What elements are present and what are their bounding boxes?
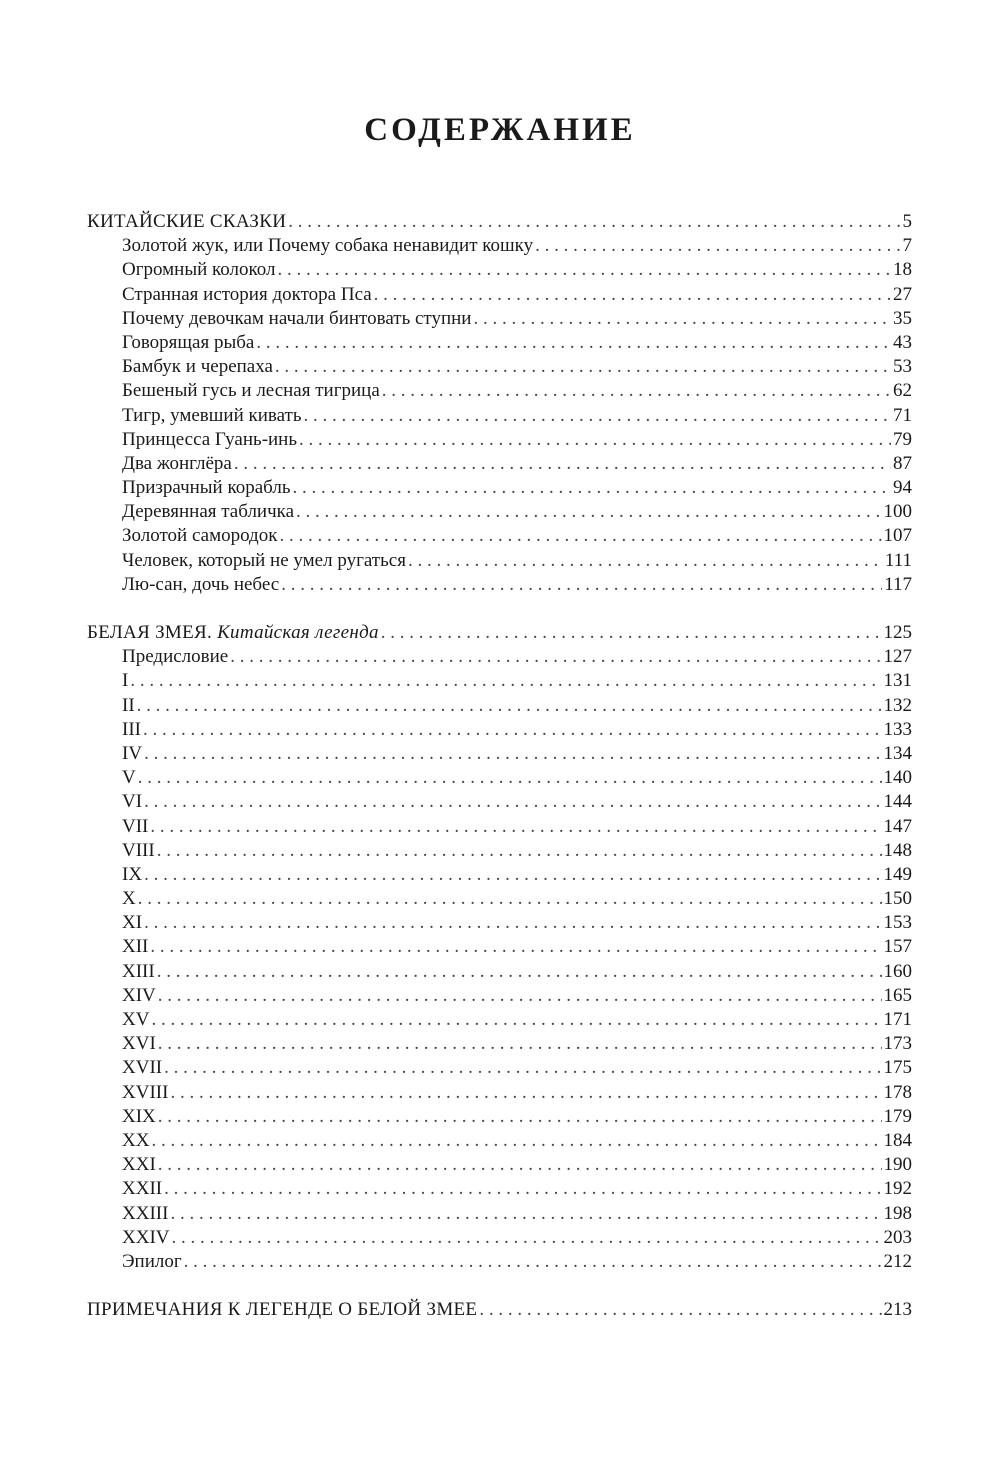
dot-leader [288, 210, 900, 234]
dot-leader [157, 960, 882, 984]
toc-section-subtitle: Китайская легенда [217, 622, 379, 643]
toc-entry-label: XX [122, 1129, 150, 1151]
toc-page-number: 71 [893, 404, 912, 426]
toc-section-title: ПРИМЕЧАНИЯ К ЛЕГЕНДЕ О БЕЛОЙ ЗМЕЕ [87, 1299, 478, 1321]
dot-leader [479, 1298, 881, 1322]
toc-page-number: 212 [883, 1250, 912, 1272]
toc-page-number: 213 [883, 1299, 912, 1321]
toc-entry[interactable] [87, 984, 912, 1008]
toc-entry-label: Два жонглёра [122, 452, 232, 474]
toc-entry-label: XXIII [122, 1202, 169, 1224]
toc-section-label [87, 210, 286, 234]
toc-page-number: 165 [883, 984, 912, 1006]
toc-page-number: 173 [883, 1033, 912, 1055]
toc-page-number: 131 [883, 670, 912, 692]
toc-entry[interactable] [87, 1032, 912, 1056]
dot-leader [158, 984, 882, 1008]
dot-leader [158, 1032, 882, 1056]
toc-entry-label: IX [122, 863, 143, 885]
toc-entry-label: XII [122, 936, 149, 958]
dot-leader [473, 307, 891, 331]
toc-section [87, 1298, 912, 1322]
toc-entry-label: XXIV [122, 1226, 170, 1248]
dot-leader [278, 258, 891, 282]
toc-page-number: 53 [893, 356, 912, 378]
toc-page-number: 175 [883, 1057, 912, 1079]
toc-entry[interactable] [87, 1226, 912, 1250]
dot-leader [130, 669, 881, 693]
toc-entry[interactable] [87, 307, 912, 331]
toc-page-number: 149 [883, 863, 912, 885]
toc-section-heading[interactable] [87, 210, 912, 234]
toc-entry-label: Огромный колокол [122, 259, 276, 281]
dot-leader [184, 1250, 882, 1274]
toc-entry-label: XVIII [122, 1081, 169, 1103]
toc-page-number: 148 [883, 839, 912, 861]
page-title: СОДЕРЖАНИЕ [364, 112, 636, 148]
toc-page-number: 133 [883, 718, 912, 740]
toc-entry[interactable] [87, 1008, 912, 1032]
toc-entry-label: VIII [122, 839, 155, 861]
toc-entry[interactable] [87, 1250, 912, 1274]
dot-leader [137, 694, 882, 718]
toc-entry-label: Деревянная табличка [122, 501, 295, 523]
toc-entry[interactable] [87, 379, 912, 403]
toc-entry[interactable] [87, 839, 912, 863]
dot-leader [158, 1153, 882, 1177]
dot-leader [281, 573, 882, 597]
toc-entry-label: Золотой самородок [122, 525, 278, 547]
dot-leader [172, 1226, 882, 1250]
toc-page-number: 111 [884, 549, 912, 571]
toc-entry[interactable] [87, 1153, 912, 1177]
toc-entry-label: Призрачный корабль [122, 477, 291, 499]
toc-page-number: 140 [883, 767, 912, 789]
toc-page-number: 107 [883, 525, 912, 547]
toc-entry-label: Говорящая рыба [122, 331, 255, 353]
toc-entry[interactable] [87, 404, 912, 428]
toc-page-number: 147 [883, 815, 912, 837]
dot-leader [374, 283, 891, 307]
toc-entry[interactable] [87, 766, 912, 790]
toc-entry-label: XVII [122, 1057, 163, 1079]
toc-section [87, 621, 912, 1274]
dot-leader [144, 863, 881, 887]
dot-leader [164, 1056, 881, 1080]
toc-page-number: 100 [883, 501, 912, 523]
toc-entry[interactable] [87, 452, 912, 476]
dot-leader [170, 1202, 881, 1226]
toc-entry[interactable] [87, 1177, 912, 1201]
toc-entry-label: VII [122, 815, 149, 837]
dot-leader [408, 549, 883, 573]
toc-entry-label: Лю-сан, дочь небес [122, 573, 280, 595]
toc-entry[interactable] [87, 476, 912, 500]
toc-page-number: 127 [883, 646, 912, 668]
toc-page-number: 5 [902, 211, 912, 232]
toc-page-number: 94 [893, 477, 912, 499]
toc-entry[interactable] [87, 645, 912, 669]
toc-entry[interactable] [87, 1202, 912, 1226]
toc-entry-label: Предисловие [122, 646, 229, 668]
toc-entry[interactable] [87, 1056, 912, 1080]
toc-entry[interactable] [87, 428, 912, 452]
dot-leader [381, 621, 882, 645]
dot-leader [158, 1105, 882, 1129]
toc-entry[interactable] [87, 1105, 912, 1129]
toc-page-number: 144 [883, 791, 912, 813]
toc-page-number: 18 [893, 259, 912, 281]
dot-leader [293, 476, 891, 500]
table-of-contents [87, 210, 912, 1346]
dot-leader [157, 839, 882, 863]
toc-entry-label: XXII [122, 1178, 163, 1200]
dot-leader [138, 766, 882, 790]
toc-entry-label: XIV [122, 984, 156, 1006]
toc-entry-label: III [122, 718, 141, 740]
toc-entry[interactable] [87, 524, 912, 548]
toc-page-number: 171 [883, 1009, 912, 1030]
toc-entry-label: II [122, 694, 135, 716]
toc-entry-label: Бамбук и черепаха [122, 356, 273, 378]
toc-page-number: 179 [883, 1105, 912, 1127]
dot-leader [230, 645, 881, 669]
dot-leader [256, 331, 891, 355]
dot-leader [150, 935, 881, 959]
toc-entry-label: XI [122, 912, 143, 934]
toc-entry[interactable] [87, 500, 912, 524]
dot-leader [144, 790, 881, 814]
dot-leader [296, 500, 881, 524]
dot-leader [151, 1008, 881, 1032]
toc-section-heading[interactable] [87, 1298, 912, 1322]
toc-entry[interactable] [87, 283, 912, 307]
toc-page-number: 87 [893, 452, 912, 474]
toc-entry[interactable] [87, 887, 912, 911]
toc-page-number: 117 [884, 573, 912, 595]
toc-entry[interactable] [87, 669, 912, 693]
toc-page-number: 190 [883, 1154, 912, 1176]
toc-entry-label: VI [122, 791, 143, 813]
toc-section [87, 210, 912, 597]
toc-entry-label: Человек, который не умел ругаться [122, 549, 406, 571]
toc-entry-label: X [122, 888, 136, 910]
toc-entry-label: V [122, 767, 136, 789]
toc-entry[interactable] [87, 863, 912, 887]
dot-leader [275, 355, 891, 379]
toc-entry-label: Бешеный гусь и лесная тигрица [122, 380, 380, 402]
toc-page-number: 35 [893, 307, 912, 329]
dot-leader [138, 887, 882, 911]
toc-entry-label: Тигр, умевший кивать [122, 404, 302, 426]
toc-page-number: 43 [893, 331, 912, 353]
dot-leader [279, 524, 881, 548]
toc-page-number: 157 [883, 936, 912, 958]
toc-entry[interactable] [87, 742, 912, 766]
toc-page-number: 62 [893, 380, 912, 402]
dot-leader [304, 404, 891, 428]
toc-entry-label: Почему девочкам начали бинтовать ступни [122, 307, 472, 329]
toc-entry[interactable] [87, 355, 912, 379]
dot-leader [150, 815, 881, 839]
toc-entry-label: XXI [122, 1154, 156, 1176]
dot-leader [535, 234, 900, 258]
toc-entry[interactable] [87, 1129, 912, 1153]
toc-page-number: 184 [883, 1129, 912, 1151]
toc-page-number: 132 [883, 694, 912, 716]
dot-leader [144, 742, 881, 766]
dot-leader [164, 1177, 881, 1201]
toc-section-title: КИТАЙСКИЕ СКАЗКИ [87, 211, 287, 232]
toc-entry-label: Эпилог [122, 1250, 182, 1272]
toc-entry[interactable] [87, 573, 912, 597]
toc-entry[interactable] [87, 258, 912, 282]
toc-page-number: 198 [883, 1202, 912, 1224]
toc-section-label [87, 1298, 477, 1322]
dot-leader [144, 911, 881, 935]
toc-page-number: 7 [902, 235, 912, 257]
toc-entry-label: XVI [122, 1033, 156, 1055]
toc-entry[interactable] [87, 911, 912, 935]
toc-section-heading[interactable] [87, 621, 912, 645]
toc-entry[interactable] [87, 790, 912, 814]
toc-page-number: 178 [883, 1081, 912, 1103]
toc-page-number: 153 [883, 912, 912, 934]
dot-leader [299, 428, 891, 452]
toc-entry-label: Принцесса Гуань-инь [122, 428, 298, 450]
toc-entry-label: IV [122, 742, 143, 764]
toc-entry[interactable] [87, 815, 912, 839]
toc-entry[interactable] [87, 935, 912, 959]
toc-page-number: 134 [883, 742, 912, 764]
dot-leader [234, 452, 891, 476]
toc-entry-label: XIII [122, 960, 155, 982]
toc-entry-label: Странная история доктора Пса [122, 283, 372, 305]
toc-page-number: 203 [883, 1226, 912, 1248]
dot-leader [170, 1081, 881, 1105]
toc-entry-label: XIX [122, 1105, 156, 1127]
dot-leader [143, 718, 882, 742]
toc-section-label [87, 621, 379, 645]
toc-page-number: 192 [883, 1178, 912, 1200]
toc-entry-label: XV [122, 1009, 150, 1030]
toc-page-number: 27 [893, 283, 912, 305]
toc-entry[interactable] [87, 331, 912, 355]
toc-entry[interactable] [87, 718, 912, 742]
toc-entry-label: I [122, 670, 129, 692]
toc-entry[interactable] [87, 234, 912, 258]
toc-page-number: 160 [883, 960, 912, 982]
dot-leader [382, 379, 891, 403]
toc-entry[interactable] [87, 1081, 912, 1105]
toc-page-number: 150 [883, 888, 912, 910]
toc-entry[interactable] [87, 549, 912, 573]
toc-entry[interactable] [87, 960, 912, 984]
toc-entry-label: Золотой жук, или Почему собака ненавидит кошку [122, 235, 534, 257]
toc-entry[interactable] [87, 694, 912, 718]
toc-section-title: БЕЛАЯ ЗМЕЯ. [87, 622, 213, 643]
dot-leader [151, 1129, 881, 1153]
toc-page-number: 79 [893, 428, 912, 450]
toc-page-number: 125 [883, 622, 912, 643]
